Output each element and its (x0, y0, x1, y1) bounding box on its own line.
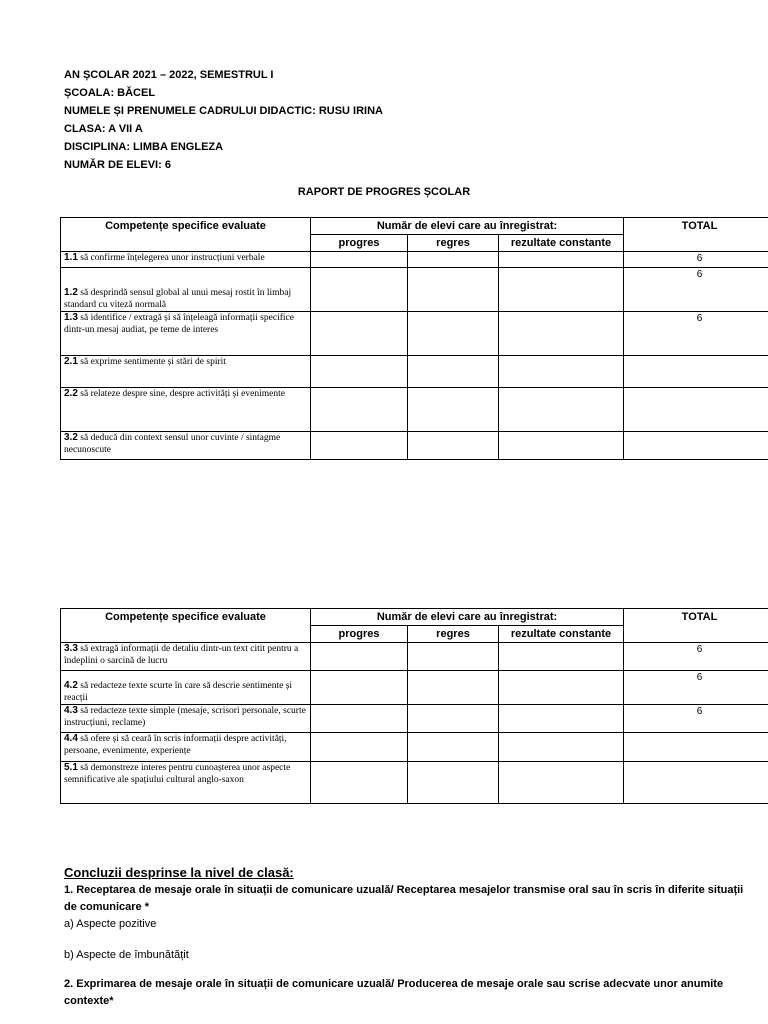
positive-aspects: a) Aspecte pozitive (64, 918, 157, 930)
constant-cell (499, 733, 624, 762)
competence-cell (61, 643, 311, 671)
header-constant: rezultate constante (499, 235, 624, 252)
progress-table-2 (60, 608, 768, 804)
competence-cell (61, 432, 311, 460)
header-progres: progres (311, 626, 408, 643)
total-cell (624, 388, 768, 432)
table-row (61, 252, 768, 268)
regres-cell (408, 643, 499, 671)
constant-cell (499, 762, 624, 804)
header-competence: Competențe specifice evaluate (61, 609, 311, 643)
competence-code: 3.2 (64, 432, 78, 443)
progress-table-1 (60, 217, 768, 460)
competence-text: să ofere și să ceară în scris informații despre activități, persoane, evenimente, experiențe (64, 734, 287, 756)
competence-cell (61, 705, 311, 733)
competence-cell (61, 252, 311, 268)
regres-cell (408, 312, 499, 356)
class-name: CLASA: A VII A (64, 123, 143, 135)
header-regres: regres (408, 235, 499, 252)
competence-text: să relateze despre sine, despre activități și evenimente (80, 389, 285, 399)
school-year: AN ȘCOLAR 2021 – 2022, SEMESTRUL I (64, 69, 274, 81)
progres-cell (311, 643, 408, 671)
regres-cell (408, 432, 499, 460)
constant-cell (499, 671, 624, 705)
competence-cell (61, 733, 311, 762)
competence-cell (61, 268, 311, 312)
progres-cell (311, 762, 408, 804)
competence-code: 3.3 (64, 643, 78, 654)
total-cell (624, 762, 768, 804)
competence-cell (61, 312, 311, 356)
header-constant: rezultate constante (499, 626, 624, 643)
header-total: TOTAL (624, 609, 768, 643)
table-row (61, 388, 768, 432)
table-row (61, 762, 768, 804)
student-count: NUMĂR DE ELEVI: 6 (64, 159, 171, 171)
total-cell: 6 (624, 268, 768, 312)
regres-cell (408, 762, 499, 804)
table-row (61, 705, 768, 733)
progres-cell (311, 432, 408, 460)
table-row (61, 356, 768, 388)
constant-cell (499, 388, 624, 432)
competence-text: să exprime sentimente și stări de spirit (80, 357, 226, 367)
conclusions-section (64, 865, 754, 1010)
total-cell (624, 356, 768, 388)
competence-cell (61, 388, 311, 432)
competence-code: 4.4 (64, 733, 78, 744)
competence-text: să identifice / extragă și să înțeleagă informații specifice dintr-un mesaj audiat, pe teme de interes (64, 313, 294, 335)
teacher-name: NUMELE ȘI PRENUMELE CADRULUI DIDACTIC: RUSU IRINA (64, 105, 383, 117)
conclusion-item-1: 1. Receptarea de mesaje orale în situații de comunicare uzuală/ Receptarea mesajelor transmise oral sau în scris în diferite situații de comunicare * (64, 884, 744, 913)
competence-code: 4.2 (64, 680, 78, 691)
conclusions-heading: Concluzii desprinse la nivel de clasă: (64, 865, 294, 880)
total-cell: 6 (624, 705, 768, 733)
progres-cell (311, 388, 408, 432)
header-progres: progres (311, 235, 408, 252)
table-row (61, 432, 768, 460)
spacer (64, 964, 754, 976)
competence-text: să confirme înțelegerea unor instrucțiuni verbale (80, 253, 265, 263)
regres-cell (408, 252, 499, 268)
competence-text: să deducă din context sensul unor cuvinte / sintagme necunoscute (64, 433, 281, 455)
competence-code: 4.3 (64, 705, 78, 716)
table-row (61, 671, 768, 705)
progres-cell (311, 356, 408, 388)
header-competence: Competențe specifice evaluate (61, 218, 311, 252)
improvement-aspects: b) Aspecte de îmbunătățit (64, 949, 189, 961)
report-title: RAPORT DE PROGRES ȘCOLAR (297, 186, 471, 198)
progres-cell (311, 671, 408, 705)
document-header (64, 66, 383, 174)
header-regres: regres (408, 626, 499, 643)
regres-cell (408, 671, 499, 705)
competence-text: să desprindă sensul global al unui mesaj rostit în limbaj standard cu viteză normală (64, 288, 292, 310)
constant-cell (499, 356, 624, 388)
spacer (64, 933, 754, 947)
competence-text: să redacteze texte simple (mesaje, scrisori personale, scurte instrucțiuni, reclame) (64, 706, 306, 728)
progres-cell (311, 268, 408, 312)
competence-code: 1.3 (64, 312, 78, 323)
header-total: TOTAL (624, 218, 768, 252)
constant-cell (499, 432, 624, 460)
progres-cell (311, 252, 408, 268)
competence-code: 1.1 (64, 252, 78, 263)
header-students: Număr de elevi care au înregistrat: (311, 609, 624, 626)
regres-cell (408, 388, 499, 432)
table-row (61, 268, 768, 312)
total-cell: 6 (624, 252, 768, 268)
total-cell: 6 (624, 643, 768, 671)
competence-cell (61, 671, 311, 705)
total-cell: 6 (624, 671, 768, 705)
conclusion-item-2: 2. Exprimarea de mesaje orale în situații de comunicare uzuală/ Producerea de mesaje orale sau scrise adecvate unor anumite contexte* (64, 978, 724, 1007)
constant-cell (499, 312, 624, 356)
school-name: ȘCOALA: BĂCEL (64, 87, 156, 99)
competence-cell (61, 356, 311, 388)
competence-code: 1.2 (64, 287, 78, 298)
constant-cell (499, 252, 624, 268)
regres-cell (408, 268, 499, 312)
competence-code: 2.1 (64, 356, 78, 367)
competence-text: să extragă informații de detaliu dintr-un text citit pentru a îndeplini o sarcină de lucru (64, 644, 299, 666)
competence-cell (61, 762, 311, 804)
regres-cell (408, 356, 499, 388)
constant-cell (499, 705, 624, 733)
constant-cell (499, 268, 624, 312)
progres-cell (311, 705, 408, 733)
regres-cell (408, 705, 499, 733)
progres-cell (311, 312, 408, 356)
regres-cell (408, 733, 499, 762)
table-row (61, 643, 768, 671)
table-row (61, 312, 768, 356)
constant-cell (499, 643, 624, 671)
competence-code: 5.1 (64, 762, 78, 773)
discipline: DISCIPLINA: LIMBA ENGLEZA (64, 141, 224, 153)
progres-cell (311, 733, 408, 762)
competence-code: 2.2 (64, 388, 78, 399)
total-cell (624, 432, 768, 460)
header-students: Număr de elevi care au înregistrat: (311, 218, 624, 235)
competence-text: să redacteze texte scurte în care să descrie sentimente și reacții (64, 681, 293, 703)
total-cell: 6 (624, 312, 768, 356)
total-cell (624, 733, 768, 762)
competence-text: să demonstreze interes pentru cunoașterea unor aspecte semnificative ale spațiului cultural anglo-saxon (64, 763, 291, 785)
table-row (61, 733, 768, 762)
